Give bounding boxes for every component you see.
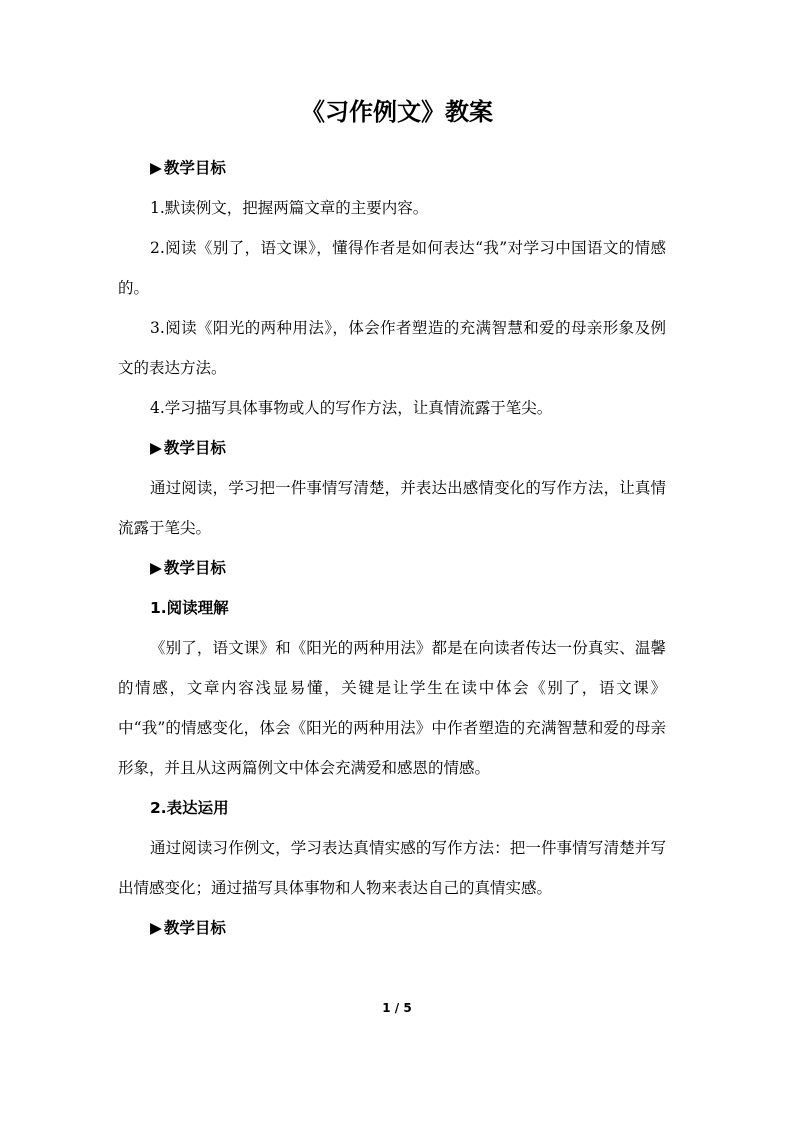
objective-item-2: 2.阅读《别了，语文课》，懂得作者是如何表达“我”对学习中国语文的情感的。 — [118, 239, 666, 297]
triangle-marker-icon: ▶ — [150, 559, 162, 577]
subheading-reading: 1.阅读理解 — [150, 599, 229, 617]
objective-item-1: 1.默读例文，把握两篇文章的主要内容。 — [150, 199, 429, 217]
document-title: 《习作例文》教案 — [301, 98, 493, 126]
page-number: 1 / 5 — [382, 1001, 412, 1015]
document-body — [118, 148, 666, 948]
subheading-expression: 2.表达运用 — [150, 799, 229, 817]
section-heading-3 — [118, 548, 666, 588]
expression-paragraph: 通过阅读习作例文，学习表达真情实感的写作方法：把一件事情写清楚并写出情感变化；通过描写具体事物和人物来表达自己的真情实感。 — [118, 839, 666, 897]
reading-paragraph: 《别了，语文课》和《阳光的两种用法》都是在向读者传达一份真实、温馨的情感，文章内容浅显易懂，关键是让学生在读中体会《别了，语文课》中“我”的情感变化，体会《阳光的两种用法》中作者塑造的充满智慧和爱的母亲形象，并且从这两篇例文中体会充满爱和感恩的情感。 — [118, 639, 666, 777]
section-heading-1-text: 教学目标 — [163, 159, 226, 177]
triangle-marker-icon: ▶ — [150, 159, 162, 177]
section-heading-2 — [118, 428, 666, 468]
section-heading-4-text: 教学目标 — [163, 919, 226, 937]
section-heading-2-text: 教学目标 — [163, 439, 226, 457]
section-heading-4 — [118, 908, 666, 948]
objective-item-3: 3.阅读《阳光的两种用法》，体会作者塑造的充满智慧和爱的母亲形象及例文的表达方法。 — [118, 319, 666, 377]
section-heading-3-text: 教学目标 — [163, 559, 226, 577]
triangle-marker-icon: ▶ — [150, 919, 162, 937]
triangle-marker-icon: ▶ — [150, 439, 162, 457]
section-heading-1 — [118, 148, 666, 188]
objective-item-4: 4.学习描写具体事物或人的写作方法，让真情流露于笔尖。 — [150, 399, 553, 417]
section-2-paragraph: 通过阅读，学习把一件事情写清楚，并表达出感情变化的写作方法，让真情流露于笔尖。 — [118, 479, 666, 537]
